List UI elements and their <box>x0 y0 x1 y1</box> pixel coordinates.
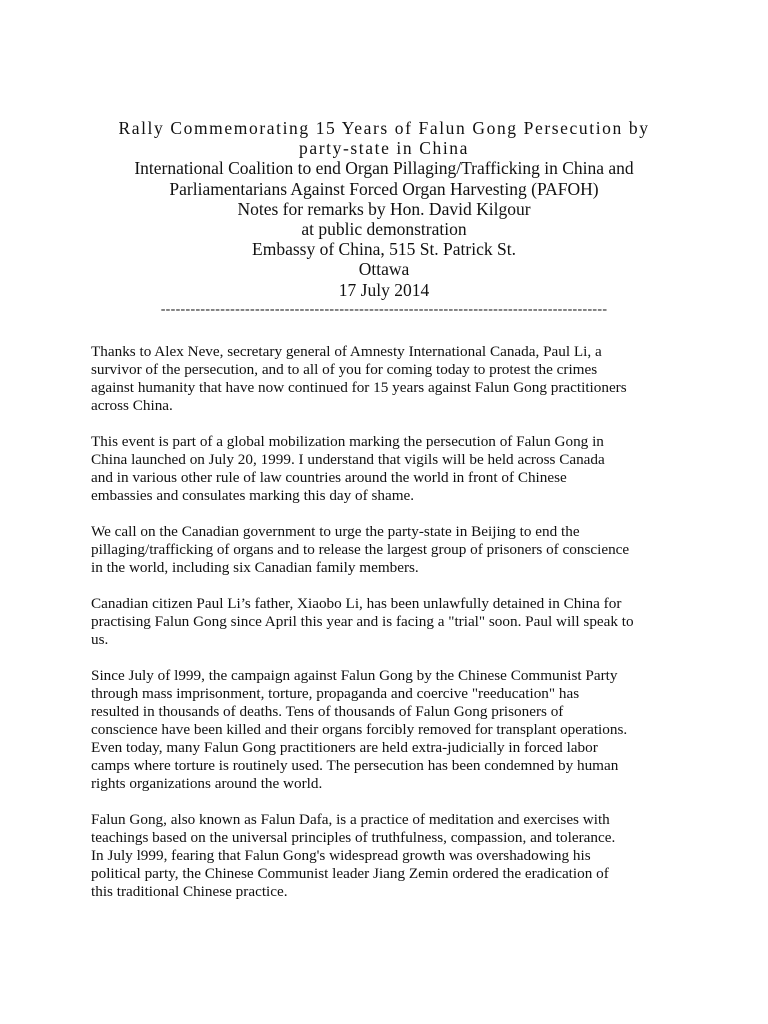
text-line: Thanks to Alex Neve, secretary general of Amnesty International Canada, Paul Li, a <box>91 343 602 360</box>
location-line: Embassy of China, 515 St. Patrick St. <box>252 239 516 260</box>
text-line: Canadian citizen Paul Li’s father, Xiaobo Li, has been unlawfully detained in China for <box>91 595 622 612</box>
text-line: teachings based on the universal principles of truthfulness, compassion, and tolerance. <box>91 829 616 846</box>
text-line: against humanity that have now continued for 15 years against Falun Gong practitioners <box>91 379 627 396</box>
text-line: us. <box>91 631 109 648</box>
text-line: This event is part of a global mobilization marking the persecution of Falun Gong in <box>91 433 604 450</box>
text-line: through mass imprisonment, torture, propaganda and coercive "reeducation" has <box>91 685 580 702</box>
text-line: Even today, many Falun Gong practitioners are held extra-judicially in forced labor <box>91 739 598 756</box>
text-line: camps where torture is routinely used. The persecution has been condemned by human <box>91 757 619 774</box>
text-line: this traditional Chinese practice. <box>91 883 288 900</box>
dashed-divider: ------------------------------------------------------------------------------------------ <box>160 302 608 317</box>
text-line: political party, the Chinese Communist leader Jiang Zemin ordered the eradication of <box>91 865 609 882</box>
text-line: Falun Gong, also known as Falun Dafa, is a practice of meditation and exercises with <box>91 811 610 828</box>
title-line-1: Rally Commemorating 15 Years of Falun Gong Persecution by <box>118 118 650 138</box>
paragraph-thanks <box>91 343 691 415</box>
text-line: in the world, including six Canadian family members. <box>91 559 419 576</box>
text-line: embassies and consulates marking this day of shame. <box>91 487 415 504</box>
text-line: resulted in thousands of deaths. Tens of thousands of Falun Gong prisoners of <box>91 703 564 720</box>
coalition-line-1: International Coalition to end Organ Pillaging/Trafficking in China and <box>134 158 634 179</box>
text-line: Since July of l999, the campaign against Falun Gong by the Chinese Communist Party <box>91 667 618 684</box>
paragraph-paul-li <box>91 595 691 649</box>
text-line: pillaging/trafficking of organs and to release the largest group of prisoners of conscience <box>91 541 630 558</box>
text-line: survivor of the persecution, and to all of you for coming today to protest the crimes <box>91 361 598 378</box>
text-line: We call on the Canadian government to urge the party-state in Beijing to end the <box>91 523 580 540</box>
paragraph-falun-dafa <box>91 811 691 901</box>
text-line: China launched on July 20, 1999. I understand that vigils will be held across Canada <box>91 451 605 468</box>
text-line: practising Falun Gong since April this year and is facing a "trial" soon. Paul will speak to <box>91 613 634 630</box>
paragraph-global-mobilization <box>91 433 691 505</box>
occasion-line: at public demonstration <box>301 219 467 240</box>
notes-line: Notes for remarks by Hon. David Kilgour <box>237 198 531 219</box>
text-line: and in various other rule of law countries around the world in front of Chinese <box>91 469 567 486</box>
text-line: rights organizations around the world. <box>91 775 323 792</box>
document-heading <box>60 118 708 300</box>
text-line: In July l999, fearing that Falun Gong's widespread growth was overshadowing his <box>91 847 591 864</box>
coalition-line-2: Parliamentarians Against Forced Organ Harvesting (PAFOH) <box>169 178 599 199</box>
city-line: Ottawa <box>358 259 410 280</box>
paragraph-call-on-government <box>91 523 691 577</box>
text-line: across China. <box>91 397 173 414</box>
document-body <box>91 343 691 919</box>
paragraph-campaign-history <box>91 667 691 793</box>
title-line-2: party-state in China <box>298 138 470 159</box>
date-line: 17 July 2014 <box>338 279 430 300</box>
text-line: conscience have been killed and their organs forcibly removed for transplant operations. <box>91 721 628 738</box>
